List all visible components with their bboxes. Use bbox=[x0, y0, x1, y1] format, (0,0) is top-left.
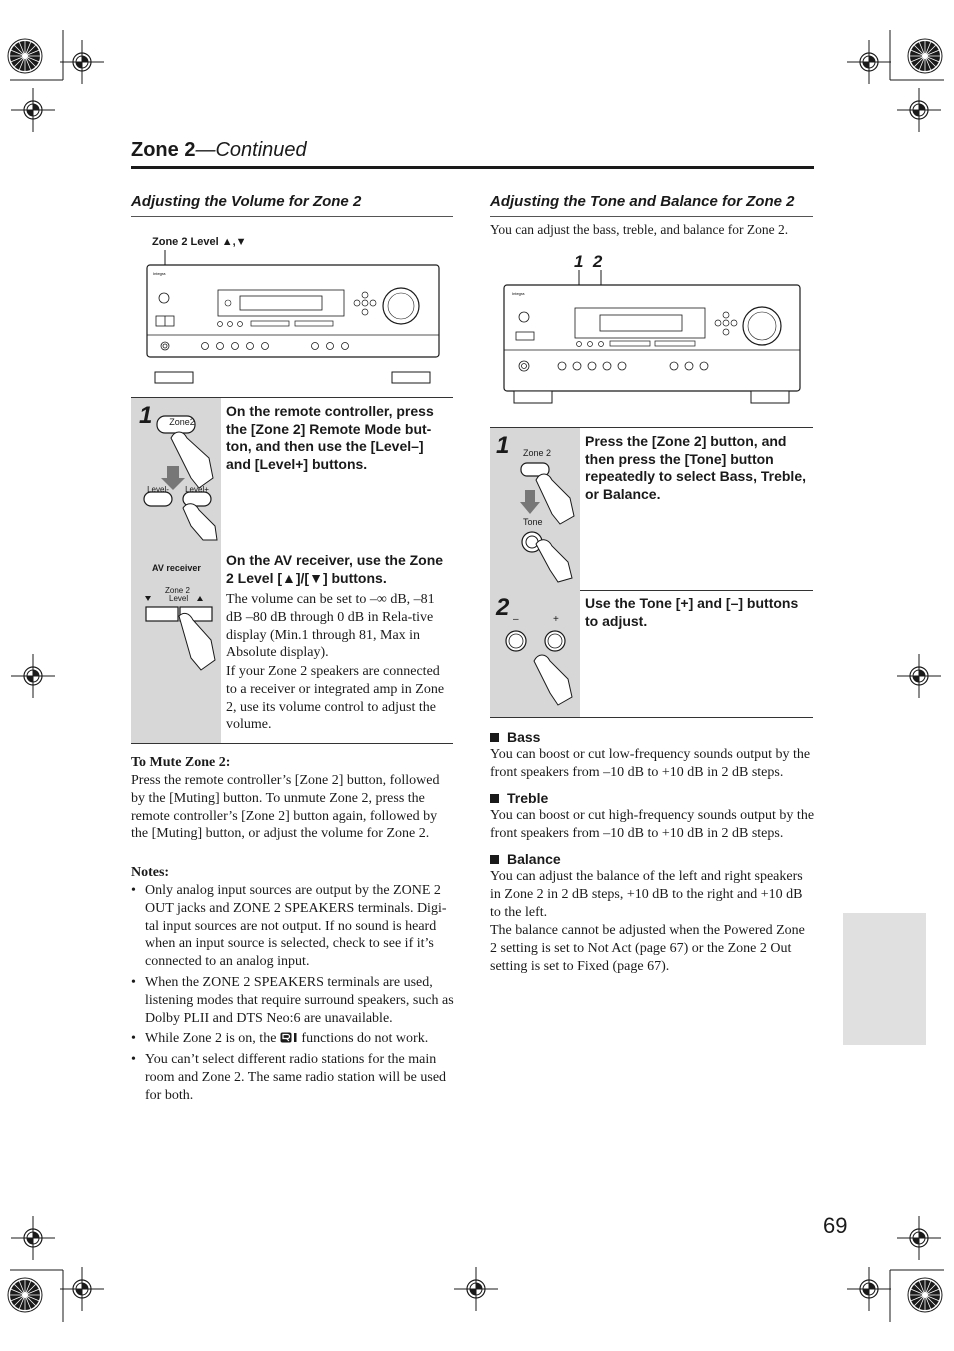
target-mark bbox=[11, 654, 55, 698]
tone-plus-label: + bbox=[553, 614, 559, 625]
remote-zone2-illustration bbox=[139, 408, 219, 543]
receiver-front-panel-illustration bbox=[500, 270, 802, 405]
rosette-mark-bl bbox=[8, 1278, 42, 1312]
bass-heading bbox=[490, 729, 540, 745]
target-mark bbox=[11, 1216, 55, 1260]
notes-list bbox=[131, 882, 454, 1108]
av-level-label: Level bbox=[169, 594, 189, 603]
tone-intro: You can adjust the bass, treble, and balance for Zone 2. bbox=[490, 222, 789, 237]
bass-title: Bass bbox=[507, 729, 541, 745]
square-bullet-icon bbox=[490, 733, 499, 742]
page-number: 69 bbox=[823, 1213, 848, 1238]
tone-step-1 bbox=[490, 427, 813, 591]
section-rule bbox=[490, 216, 813, 217]
tone-minus-label: – bbox=[513, 614, 519, 625]
mute-title: To Mute Zone 2: bbox=[131, 755, 231, 770]
tone-button-label: Tone bbox=[523, 517, 543, 527]
note-item: • Only analog input sources are output by the ZONE 2 OUT jacks and ZONE 2 SPEAKERS terminals. Digi-tal input sources are not output. If no sound is heard when an input source is selected, check to see if it’s connected to an analog input. bbox=[131, 882, 454, 971]
side-tab bbox=[843, 913, 926, 1045]
target-mark bbox=[454, 1267, 498, 1311]
av-level-buttons-illustration bbox=[143, 594, 218, 694]
square-bullet-icon bbox=[490, 794, 499, 803]
zone2-button-label: Zone 2 bbox=[523, 448, 552, 458]
step-number: 1 bbox=[496, 432, 510, 459]
balance-note-text: The balance cannot be adjusted when the Powered Zone 2 setting is set to Not Act (page 67) or the Zone 2 Out setting is set to Fixed (page 67). bbox=[490, 923, 805, 974]
rosette-mark-br bbox=[908, 1278, 942, 1312]
section-heading-volume: Adjusting the Volume for Zone 2 bbox=[131, 193, 362, 210]
svg-text:Integra: Integra bbox=[153, 271, 166, 276]
target-mark bbox=[60, 1267, 104, 1311]
step-number: 2 bbox=[496, 594, 510, 621]
tone-step2-instruction: Use the Tone [+] and [–] buttons to adjust. bbox=[585, 595, 799, 629]
note-item: • When the ZONE 2 SPEAKERS terminals are used, listening modes that require surround speakers, such as Dolby PLII and DTS Neo:6 are unavailable. bbox=[131, 974, 454, 1027]
header-continued: —Continued bbox=[195, 139, 307, 161]
bass-text: You can boost or cut low-frequency sounds output by the front speakers from –10 dB to +10 dB in 2 dB steps. bbox=[490, 747, 811, 780]
treble-heading bbox=[490, 790, 548, 806]
rosette-mark-tr bbox=[908, 39, 942, 73]
balance-heading bbox=[490, 851, 561, 867]
treble-title: Treble bbox=[507, 790, 549, 806]
ri-logo-icon bbox=[280, 1032, 298, 1043]
ri-text-after: functions do not work. bbox=[301, 1031, 429, 1047]
page-header bbox=[131, 139, 307, 162]
note-item-ri bbox=[131, 1030, 454, 1048]
section-rule bbox=[131, 216, 453, 217]
receiver-front-panel-illustration bbox=[143, 250, 445, 385]
balance-text: You can adjust the balance of the left and right speakers in Zone 2 in 2 dB steps, +10 dB to the right and +10 dB to the left. bbox=[490, 869, 803, 920]
ri-text-before: While Zone 2 is on, the bbox=[145, 1031, 277, 1047]
step-callout-numbers: 1 2 bbox=[574, 252, 603, 271]
remote-instruction: On the remote controller, press the [Zone 2] Remote Mode but-ton, and then use the [Level–] and [Level+] buttons. bbox=[226, 403, 434, 472]
section-heading-tone: Adjusting the Tone and Balance for Zone 2 bbox=[490, 193, 795, 210]
zone2-tone-buttons-illustration bbox=[510, 458, 580, 586]
target-mark bbox=[11, 88, 55, 132]
header-rule bbox=[131, 166, 814, 169]
balance-title: Balance bbox=[507, 851, 561, 867]
svg-text:Integra: Integra bbox=[512, 291, 525, 296]
rosette-mark-tl bbox=[8, 39, 42, 73]
target-mark bbox=[847, 1267, 891, 1311]
target-mark bbox=[60, 40, 104, 84]
tone-plus-minus-illustration bbox=[500, 625, 578, 715]
square-bullet-icon bbox=[490, 855, 499, 864]
level-minus-label: Level- bbox=[147, 485, 169, 494]
av-zone2-label: Zone 2 bbox=[165, 586, 190, 595]
zone2-level-callout: Zone 2 Level ▲,▼ bbox=[152, 236, 247, 248]
av-instruction: On the AV receiver, use the Zone 2 Level [▲]/[▼] buttons. bbox=[226, 552, 444, 586]
volume-range-text: The volume can be set to –∞ dB, –81 dB –80 dB through 0 dB in Rela-tive display (Min.1 through 81, Max in Absolute display). bbox=[226, 592, 435, 661]
level-plus-label: Level+ bbox=[185, 485, 209, 494]
target-mark bbox=[897, 1216, 941, 1260]
target-mark bbox=[897, 88, 941, 132]
target-mark bbox=[847, 40, 891, 84]
volume-step-1 bbox=[131, 397, 453, 744]
tone-step-2 bbox=[490, 589, 813, 718]
note-item: • You can’t select different radio stations for the main room and Zone 2. The same radio station will be used for both. bbox=[131, 1051, 454, 1104]
mute-text: Press the remote controller’s [Zone 2] button, followed by the [Muting] button. To unmute Zone 2, press the remote controller’s [Zone 2] button again, followed by the [Muting] button, or adjust the volume for Zone 2. bbox=[131, 773, 440, 842]
treble-text: You can boost or cut high-frequency sounds output by the front speakers from –10 dB to +10 dB in 2 dB steps. bbox=[490, 808, 815, 841]
header-title: Zone 2 bbox=[131, 139, 196, 161]
tone-step1-instruction: Press the [Zone 2] button, and then press the [Tone] button repeatedly to select Bass, Treble, or Balance. bbox=[585, 433, 806, 502]
target-mark bbox=[897, 654, 941, 698]
zone2-button-label: Zone2 bbox=[169, 417, 195, 427]
step-number: 1 bbox=[139, 402, 153, 429]
external-amp-text: If your Zone 2 speakers are connected to a receiver or integrated amp in Zone 2, use its volume control to adjust the volume. bbox=[226, 664, 445, 733]
av-receiver-label: AV receiver bbox=[152, 563, 201, 573]
notes-title: Notes: bbox=[131, 865, 170, 880]
